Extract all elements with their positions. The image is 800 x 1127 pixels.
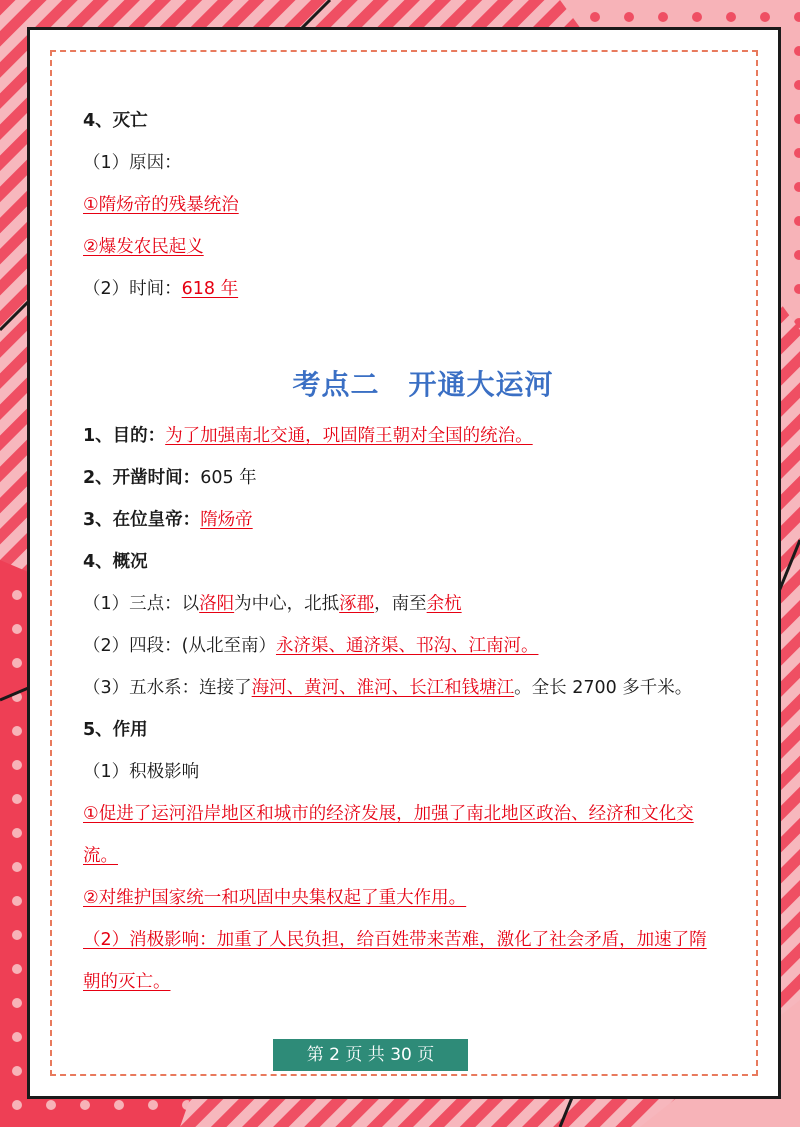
positive-2: ②对维护国家统一和巩固中央集权起了重大作用。 bbox=[83, 888, 467, 908]
fall-time-label: （2）时间： bbox=[83, 279, 182, 299]
positive-1-line-a: ①促进了运河沿岸地区和城市的经济发展，加强了南北地区政治、经济和文化交 bbox=[83, 804, 694, 824]
fall-time bbox=[83, 277, 238, 301]
effect-heading: 5、作用 bbox=[83, 720, 148, 740]
north-city: 涿郡 bbox=[339, 594, 375, 614]
overview-heading: 4、概况 bbox=[83, 552, 148, 572]
section-heading-fall: 4、灭亡 bbox=[83, 111, 148, 131]
three-points-text-2: 为中心，北抵 bbox=[234, 594, 340, 614]
fall-time-value: 618 年 bbox=[181, 279, 239, 299]
emperor-line bbox=[83, 508, 253, 532]
purpose-label: 1、目的： bbox=[83, 426, 166, 446]
start-time-value: 605 年 bbox=[200, 468, 257, 488]
start-time-line bbox=[83, 466, 257, 490]
document-sheet bbox=[27, 27, 781, 1099]
five-rivers-label: （3）五水系：连接了 bbox=[83, 678, 252, 698]
purpose-value: 为了加强南北交通，巩固隋王朝对全国的统治。 bbox=[165, 426, 533, 446]
five-rivers-line bbox=[83, 676, 692, 700]
four-sections-value: 永济渠、通济渠、邗沟、江南河。 bbox=[275, 636, 539, 656]
reason-2: ②爆发农民起义 bbox=[83, 237, 204, 257]
five-rivers-tail: 。全长 2700 多千米。 bbox=[514, 678, 693, 698]
three-points-line bbox=[83, 592, 462, 616]
negative-line-a: （2）消极影响：加重了人民负担，给百姓带来苦难，激化了社会矛盾，加速了隋 bbox=[83, 930, 707, 950]
negative-line-b: 朝的灭亡。 bbox=[83, 972, 171, 992]
four-sections-line bbox=[83, 634, 538, 658]
south-city: 余杭 bbox=[426, 594, 462, 614]
purpose-line bbox=[83, 424, 533, 448]
section-title-kaodian2: 考点二 开通大运河 bbox=[292, 368, 554, 401]
start-time-label: 2、开凿时间： bbox=[83, 468, 201, 488]
three-points-text-3: ，南至 bbox=[374, 594, 427, 614]
reason-1: ①隋炀帝的残暴统治 bbox=[83, 195, 239, 215]
positive-1-line-b: 流。 bbox=[83, 846, 118, 866]
emperor-value: 隋炀帝 bbox=[200, 510, 253, 530]
emperor-label: 3、在位皇帝： bbox=[83, 510, 201, 530]
center-city: 洛阳 bbox=[199, 594, 235, 614]
five-rivers-value: 海河、黄河、淮河、长江和钱塘江 bbox=[251, 678, 515, 698]
four-sections-label: （2）四段：(从北至南） bbox=[83, 636, 276, 656]
three-points-text-1: （1）三点：以 bbox=[83, 594, 200, 614]
page-number-badge: 第 2 页 共 30 页 bbox=[273, 1039, 468, 1071]
reason-label: （1）原因： bbox=[83, 153, 182, 173]
positive-label: （1）积极影响 bbox=[83, 762, 200, 782]
